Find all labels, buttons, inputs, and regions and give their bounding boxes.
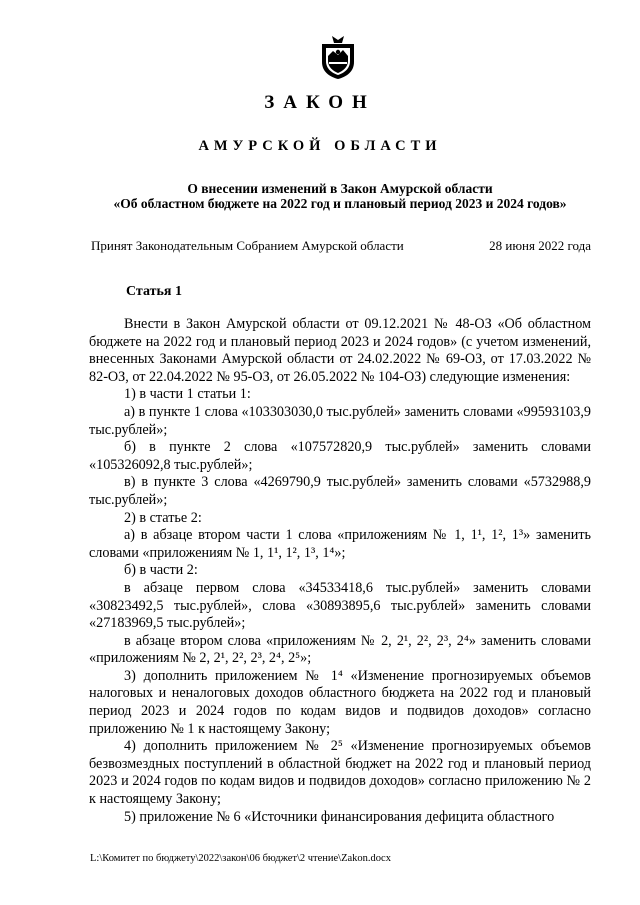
law-title: ЗАКОН <box>264 92 376 113</box>
article-body <box>89 316 591 826</box>
law-subtitle <box>90 181 590 211</box>
paragraph: в абзаце втором слова «приложениям № 2, 2¹, 2², 2³, 2⁴» заменить словами «приложениям № 2, 2¹, 2², 2³, 2⁴, 2⁵»; <box>89 632 591 667</box>
paragraph: в абзаце первом слова «34533418,6 тыс.рублей» заменить словами «30823492,5 тыс.рублей», слова «30893895,6 тыс.рублей» заменить словами «27183969,5 тыс.рублей»; <box>89 579 591 632</box>
adopted-by: Принят Законодательным Собранием Амурской области <box>91 238 404 253</box>
coat-of-arms-icon <box>318 34 358 80</box>
subtitle-line-1: О внесении изменений в Закон Амурской области <box>187 181 493 196</box>
paragraph: а) в абзаце втором части 1 слова «приложениям № 1, 1¹, 1², 1³» заменить словами «приложениям № 1, 1¹, 1², 1³, 1⁴»; <box>89 527 591 561</box>
adoption-line <box>91 238 591 254</box>
paragraph: 2) в статье 2: <box>124 509 202 526</box>
paragraph: Внести в Закон Амурской области от 09.12.2021 № 48-ОЗ «Об областном бюджете на 2022 год и плановый период 2023 и 2024 годов» (с учетом изменений, внесенных Законами Амурской области от 24.02.2022 № 69-ОЗ, от 17.03.2022 № 82-ОЗ, от 22.04.2022 № 95-ОЗ, от 26.05.2022 № 104-ОЗ) следующие изменения: <box>89 316 591 385</box>
paragraph: 1) в части 1 статьи 1: <box>124 386 251 403</box>
paragraph: 5) приложение № 6 «Источники финансирования дефицита областного <box>124 808 555 825</box>
adopted-date: 28 июня 2022 года <box>489 238 591 253</box>
file-path-footer: L:\Комитет по бюджету\2022\закон\06 бюджет\2 чтение\Zakon.docx <box>90 853 391 864</box>
article-heading: Статья 1 <box>126 284 182 299</box>
paragraph: в) в пункте 3 слова «4269790,9 тыс.рублей» заменить словами «5732988,9 тыс.рублей»; <box>89 474 591 508</box>
paragraph: б) в пункте 2 слова «107572820,9 тыс.рублей» заменить словами «105326092,8 тыс.рублей»; <box>89 439 591 473</box>
subtitle-line-2: «Об областном бюджете на 2022 год и плановый период 2023 и 2024 годов» <box>113 196 567 211</box>
paragraph: а) в пункте 1 слова «103303030,0 тыс.рублей» заменить словами «99593103,9 тыс.рублей»; <box>89 403 591 438</box>
region-title: АМУРСКОЙ ОБЛАСТИ <box>198 138 442 154</box>
paragraph: б) в части 2: <box>124 562 198 579</box>
paragraph: 4) дополнить приложением № 2⁵ «Изменение прогнозируемых объемов безвозмездных поступлений в областной бюджет на 2022 год и плановый период 2023 и 2024 годов по кодам видов и подвидов доходов» согласно приложению № 2 к настоящему Закону; <box>89 738 591 808</box>
paragraph: 3) дополнить приложением № 1⁴ «Изменение прогнозируемых объемов налоговых и неналоговых доходов областного бюджета на 2022 год и плановый период 2023 и 2024 годов по кодам видов и подвидов доходов» согласно приложению № 1 к настоящему Закону; <box>89 667 591 737</box>
